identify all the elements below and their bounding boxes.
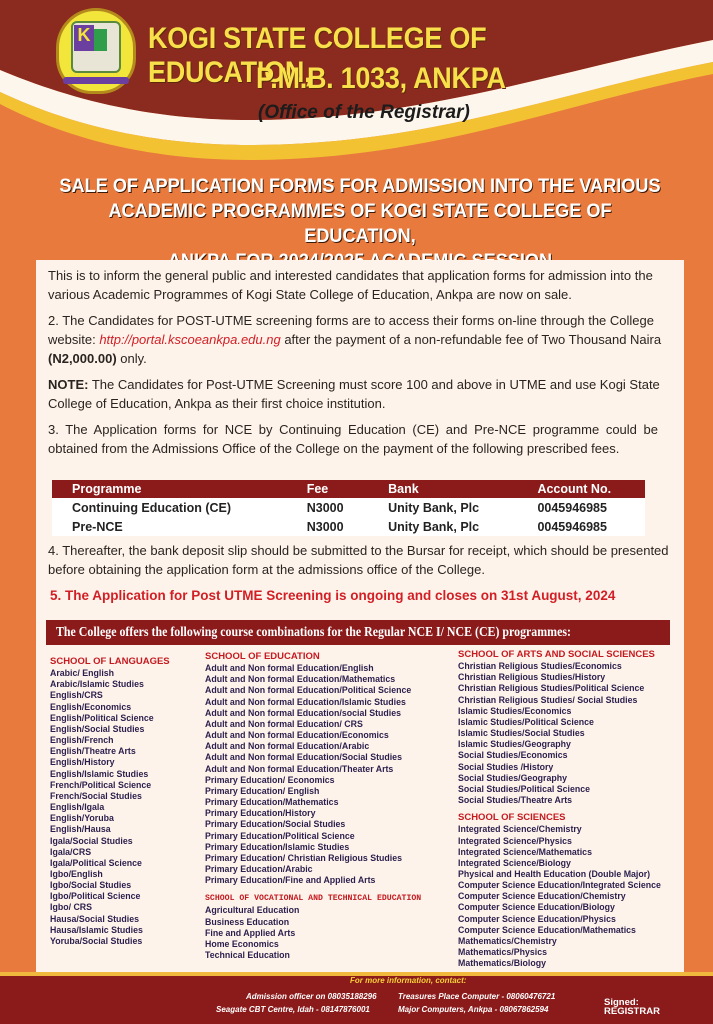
column-languages <box>50 656 200 947</box>
column-education <box>205 651 445 961</box>
paragraph-4: 4. Thereafter, the bank deposit slip should be submitted to the Bursar for receipt, which should be presented before obtaining the application form at the admissions office of the College. <box>48 543 669 577</box>
course-item: English/Economics <box>50 701 132 712</box>
column-arts-sciences <box>458 649 686 969</box>
course-item: Christian Religious Studies/Economics <box>458 661 622 672</box>
table-cell: Continuing Education (CE) <box>52 498 287 517</box>
column-header: Fee <box>287 480 368 498</box>
signed-label: Signed: <box>604 997 639 1008</box>
course-item: English/CRS <box>50 690 103 701</box>
course-item: Primary Education/History <box>205 808 316 819</box>
course-item: Physical and Health Education (Double Major) <box>458 868 651 879</box>
course-list <box>458 661 686 806</box>
college-name: KOGI STATE COLLEGE OF EDUCATION, <box>148 22 487 89</box>
table-cell: 0045946985 <box>517 498 645 517</box>
table-cell: N3000 <box>287 517 368 536</box>
course-item: Mathematics/Physics <box>458 947 547 958</box>
course-item: Fine and Applied Arts <box>205 927 296 938</box>
course-item: Islamic Studies/Political Science <box>458 716 594 727</box>
course-item: Agricultural Education <box>205 905 300 916</box>
course-item: English/Theatre Arts <box>50 746 136 757</box>
table-cell: N3000 <box>287 498 368 517</box>
course-item: Adult and Non formal Education/Mathematics <box>205 674 396 685</box>
paragraph-3: 3. The Application forms for NCE by Continuing Education (CE) and Pre-NCE programme could be obtained from the Admissions Office of the College on the payment of the following prescribed fees. <box>48 422 658 456</box>
note-label: NOTE: <box>48 377 89 392</box>
course-item: Igbo/ CRS <box>50 902 93 913</box>
course-item: English/Social Studies <box>50 723 145 734</box>
programmes-banner <box>46 620 670 645</box>
column-header: Programme <box>52 480 287 498</box>
course-item: Integrated Science/Biology <box>458 857 571 868</box>
course-item: Islamic Studies/Geography <box>458 739 571 750</box>
course-item: English/Hausa <box>50 824 111 835</box>
note-paragraph <box>48 375 678 413</box>
footer-contact: Seagate CBT Centre, Idah - 08147876001 <box>216 1005 370 1014</box>
table-cell: Unity Bank, Plc <box>368 498 517 517</box>
page-headline <box>53 174 667 274</box>
course-item: Hausa/Social Studies <box>50 913 139 924</box>
course-item: Christian Religious Studies/History <box>458 672 606 683</box>
school-title: SCHOOL OF EDUCATION <box>205 651 320 662</box>
registrar-label: REGISTRAR <box>604 1006 660 1017</box>
course-list <box>50 668 200 947</box>
course-item: Igala/Political Science <box>50 857 142 868</box>
course-item: Social Studies /History <box>458 761 554 772</box>
course-item: English/Igala <box>50 802 105 813</box>
course-item: French/Social Studies <box>50 790 142 801</box>
course-item: Integrated Science/Chemistry <box>458 824 582 835</box>
course-item: Igbo/Political Science <box>50 891 141 902</box>
column-header: Account No. <box>517 480 645 498</box>
table-header-row <box>52 480 645 498</box>
course-item: Home Economics <box>205 938 279 949</box>
course-item: Primary Education/Arabic <box>205 863 313 874</box>
table-row <box>52 498 645 517</box>
course-item: Social Studies/Political Science <box>458 783 591 794</box>
school-title: SCHOOL OF LANGUAGES <box>50 656 170 667</box>
portal-link[interactable]: http://portal.kscoeankpa.edu.ng <box>99 332 281 347</box>
course-item: Adult and Non formal Education/Islamic Studies <box>205 696 406 707</box>
intro-paragraph: This is to inform the general public and interested candidates that application forms for admission into the various Academic Programmes of Kogi State College of Education, Ankpa are now on sale. <box>48 268 653 302</box>
course-item: Islamic Studies/Social Studies <box>458 728 585 739</box>
table-cell: Unity Bank, Plc <box>368 517 517 536</box>
fees-table <box>52 480 645 536</box>
course-item: Hausa/Islamic Studies <box>50 924 143 935</box>
course-item: Adult and Non formal Education/Arabic <box>205 741 370 752</box>
school-title: SCHOOL OF SCIENCES <box>458 812 566 824</box>
course-item: Computer Science Education/Chemistry <box>458 891 626 902</box>
footer-contact-heading: For more information, contact: <box>350 976 467 985</box>
course-item: Integrated Science/Mathematics <box>458 846 592 857</box>
course-item: Computer Science Education/Physics <box>458 913 616 924</box>
course-item: Yoruba/Social Studies <box>50 935 143 946</box>
course-item: Adult and Non formal Education/Theater Arts <box>205 763 394 774</box>
college-address: P.M.B. 1033, ANKPA <box>256 62 506 95</box>
course-item: Primary Education/Social Studies <box>205 819 346 830</box>
course-item: Igbo/English <box>50 868 103 879</box>
course-item: Primary Education/ Christian Religious Studies <box>205 852 402 863</box>
course-item: Primary Education/Islamic Studies <box>205 841 350 852</box>
course-item: English/French <box>50 735 114 746</box>
office-title: (Office of the Registrar) <box>258 102 470 123</box>
course-item: Arabic/ English <box>50 668 115 679</box>
course-item: Christian Religious Studies/Political Science <box>458 683 645 694</box>
course-item: Primary Education/Political Science <box>205 830 355 841</box>
course-item: Igala/Social Studies <box>50 835 133 846</box>
course-item: Arabic/Islamic Studies <box>50 679 144 690</box>
course-item: Computer Science Education/Integrated Science <box>458 880 661 891</box>
course-item: Social Studies/Theatre Arts <box>458 795 573 806</box>
course-item: Primary Education/ English <box>205 785 320 796</box>
course-item: Adult and Non formal Education/ CRS <box>205 718 363 729</box>
fee-amount: (N2,000.00) <box>48 351 117 366</box>
course-item: French/Political Science <box>50 779 152 790</box>
course-item: Christian Religious Studies/ Social Studies <box>458 694 638 705</box>
school-title: SCHOOL OF ARTS AND SOCIAL SCIENCES <box>458 649 655 660</box>
course-item: Adult and Non formal Education/Social Studies <box>205 752 402 763</box>
course-item: Igala/CRS <box>50 846 92 857</box>
course-item: Adult and Non formal Education/social Studies <box>205 707 401 718</box>
course-item: Computer Science Education/Biology <box>458 902 615 913</box>
course-item: English/History <box>50 757 115 768</box>
note-text: The Candidates for Post-UTME Screening must score 100 and above in UTME and use Kogi State College of Education, Ankpa as their first choice institution. <box>48 377 660 411</box>
course-item: Integrated Science/Physics <box>458 835 572 846</box>
course-item: Adult and Non formal Education/Political Science <box>205 685 412 696</box>
p2-text: after the payment of a non-refundable fee of Two Thousand Naira <box>280 332 662 347</box>
p2-text: 2. The Candidates for POST-UTME screening forms are to access their forms on-line through the College website: <box>48 313 654 347</box>
course-item: Adult and Non formal Education/English <box>205 663 374 674</box>
course-item: Primary Education/Fine and Applied Arts <box>205 875 376 886</box>
course-item: Technical Education <box>205 950 290 961</box>
course-item: English/Yoruba <box>50 813 114 824</box>
course-item: Mathematics/Biology <box>458 958 546 969</box>
table-cell: Pre-NCE <box>52 517 287 536</box>
course-item: Social Studies/Geography <box>458 772 568 783</box>
course-item: Primary Education/Mathematics <box>205 797 339 808</box>
footer-contact: Admission officer on 08035188296 <box>246 992 377 1001</box>
column-header: Bank <box>368 480 517 498</box>
headline-line: ACADEMIC PROGRAMMES OF KOGI STATE COLLEGE OF EDUCATION, <box>108 200 612 247</box>
footer-contact: Treasures Place Computer - 08060476721 <box>398 992 556 1001</box>
college-logo: K <box>56 8 136 94</box>
course-item: Mathematics/Chemistry <box>458 935 557 946</box>
table-cell: 0045946985 <box>517 517 645 536</box>
signature <box>604 998 660 1016</box>
course-list <box>205 663 445 886</box>
paragraph-2 <box>48 311 668 368</box>
p2-text: only. <box>116 351 147 366</box>
course-list <box>205 905 445 961</box>
course-item: Islamic Studies/Economics <box>458 705 572 716</box>
course-list <box>458 824 686 969</box>
course-item: English/Political Science <box>50 712 154 723</box>
school-title: SCHOOL OF VOCATIONAL AND TECHNICAL EDUCATION <box>205 894 422 904</box>
course-item: Primary Education/ Economics <box>205 774 335 785</box>
programmes-banner-text: The College offers the following course combinations for the Regular NCE I/ NCE (CE) programmes: <box>56 625 571 640</box>
course-item: English/Islamic Studies <box>50 768 149 779</box>
course-item: Social Studies/Economics <box>458 750 568 761</box>
course-item: Adult and Non formal Education/Economics <box>205 730 389 741</box>
deadline-notice: 5. The Application for Post UTME Screening is ongoing and closes on 31st August, 2024 <box>50 588 616 603</box>
footer-contact: Major Computers, Ankpa - 08067862594 <box>398 1005 549 1014</box>
course-item: Computer Science Education/Mathematics <box>458 924 636 935</box>
course-item: Igbo/Social Studies <box>50 880 132 891</box>
course-item: Business Education <box>205 916 290 927</box>
headline-line: SALE OF APPLICATION FORMS FOR ADMISSION INTO THE VARIOUS <box>59 175 661 197</box>
table-row <box>52 517 645 536</box>
